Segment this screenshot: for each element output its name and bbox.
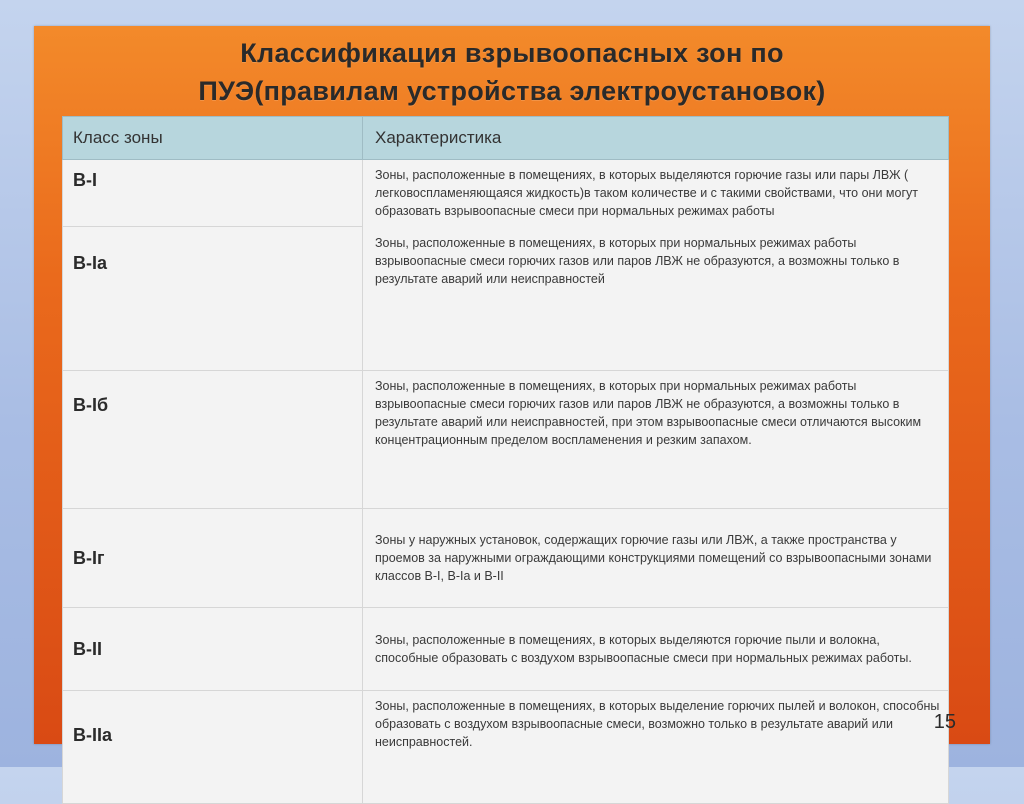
header-zone-class: Класс зоны [63, 117, 363, 160]
title-line-2: ПУЭ(правилам устройства электроустановок) [198, 76, 826, 106]
zone-description: Зоны, расположенные в помещениях, в которых выделение горючих пылей и волокон, способны образовать с воздухом взрывоопасные смеси, возможно только в результате аварий или неисправностей. [375, 699, 940, 749]
slide [34, 26, 990, 749]
zone-class-cell: В-Iг [63, 509, 363, 608]
table-row [63, 509, 949, 608]
zone-description-cell [363, 691, 949, 804]
zone-description-cell [363, 160, 949, 371]
zone-description: Зоны, расположенные в помещениях, в которых при нормальных режимах работы взрывоопасные смеси горючих газов или паров ЛВЖ не образуются, а возможны только в результате аварий или неисправностей, при этом взрывоопасные смеси отличаются высоким концентрационным пределом воспламенения и резким запахом. [375, 379, 922, 447]
slide-title [34, 34, 990, 110]
zone-class-cell: В-Iа [63, 227, 363, 371]
table-row [63, 691, 949, 804]
header-characteristic: Характеристика [363, 117, 949, 160]
zone-description: Зоны, расположенные в помещениях, в которых при нормальных режимах работы взрывоопасные смеси горючих газов или паров ЛВЖ не образуются, а возможны только в результате аварий или неисправностей [375, 236, 900, 286]
zone-class-cell: В-IIа [63, 691, 363, 804]
zone-class-cell: В-Iб [63, 371, 363, 509]
page-number: 15 [933, 711, 956, 733]
zone-description-cell [363, 371, 949, 509]
table-header-row [63, 117, 949, 160]
table-row [63, 371, 949, 509]
zone-description: Зоны у наружных установок, содержащих горючие газы или ЛВЖ, а также пространства у проемов за наружными ограждающими конструкциями помещений со взрывоопасными зонами классов В-I, В-Iа и В-II [375, 533, 932, 583]
zone-class-cell: В-II [63, 608, 363, 691]
zone-description: Зоны, расположенные в помещениях, в которых выделяются горючие газы или пары ЛВЖ ( легковоспламеняющаяся жидкость)в таком количестве и с такими свойствами, что они могут образовать взрывоопасные смеси при нормальных режимах работы [375, 168, 918, 218]
zone-class-cell: В-I [63, 160, 363, 227]
table-row [63, 608, 949, 691]
zones-table [62, 116, 949, 804]
table-row [63, 160, 949, 227]
title-line-1: Классификация взрывоопасных зон по [240, 38, 784, 68]
zone-description-cell [363, 509, 949, 608]
zone-description-cell [363, 608, 949, 691]
zone-description: Зоны, расположенные в помещениях, в которых выделяются горючие пыли и волокна, способные образовать с воздухом взрывоопасные смеси при нормальных режимах работы. [375, 633, 912, 665]
